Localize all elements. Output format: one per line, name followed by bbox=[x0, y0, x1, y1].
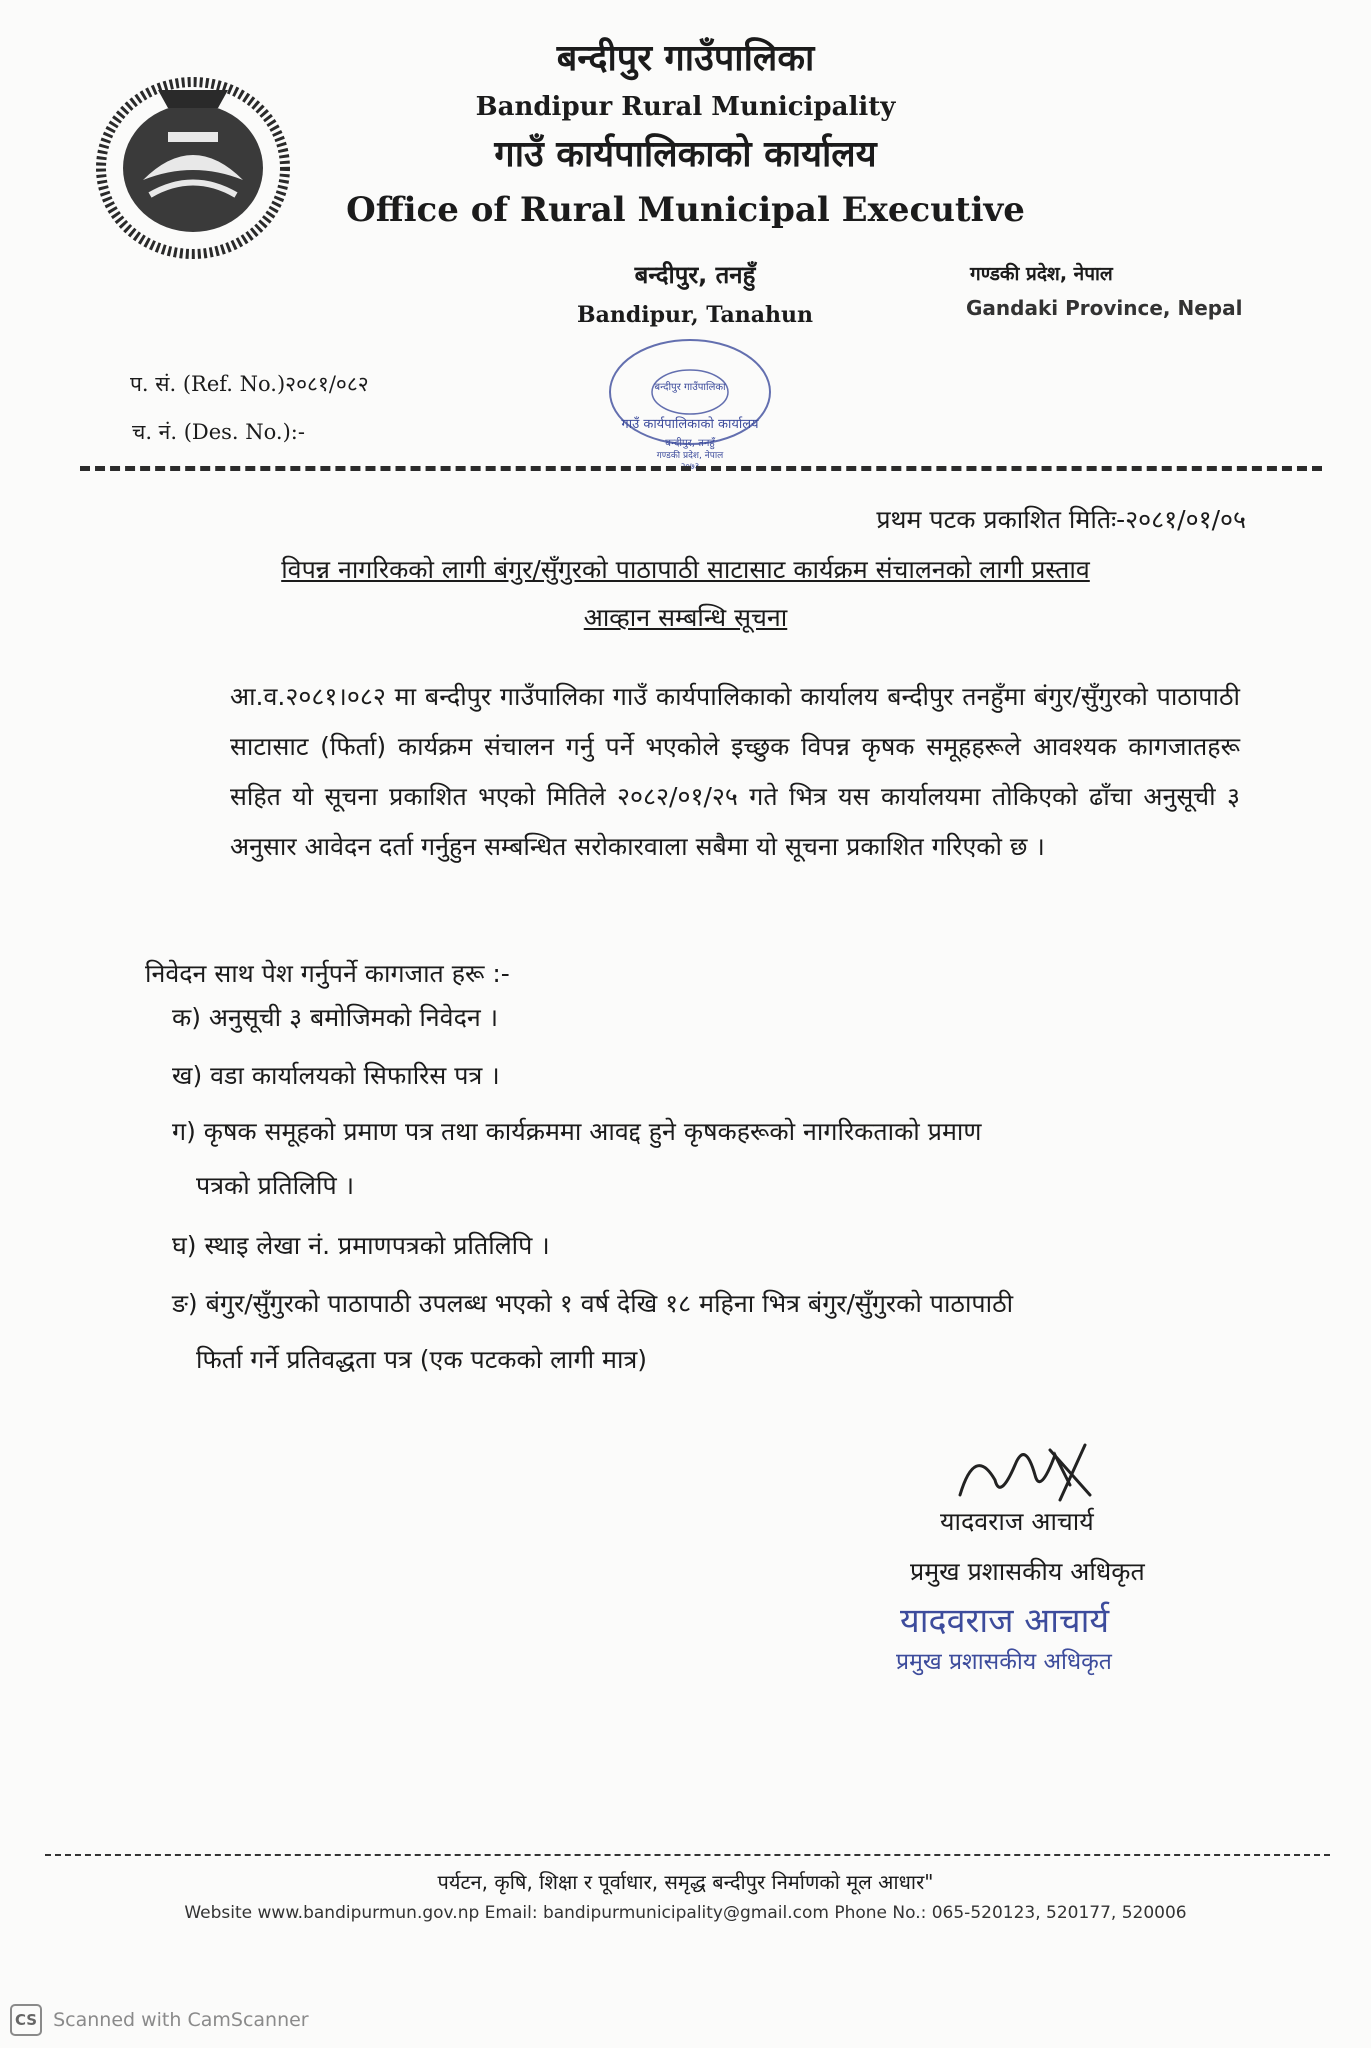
document-item-a: क) अनुसूची ३ बमोजिमको निवेदन । bbox=[172, 1003, 499, 1032]
province-english: Gandaki Province, Nepal bbox=[966, 296, 1243, 320]
municipality-name-nepali: बन्दीपुर गाउँपालिका bbox=[556, 37, 815, 79]
seal-ring-text: गाउँ कार्यपालिकाको कार्यालय bbox=[621, 417, 759, 432]
notice-body: आ.व.२०८१।०८२ मा बन्दीपुर गाउँपालिका गाउँ कार्यपालिकाको कार्यालय बन्दीपुर तनहुँमा बंगुर/सुँगुरको पाठापाठी साटासाट (फिर्ता) कार्यक्रम संचालन गर्नु पर्ने भएकोले इच्छुक विपन्न कृषक समूहहरूले आवश्यक कागजातहरू सहित यो सूचना प्रकाशित भएको मितिले २०८२/०१/२५ गते भित्र यस कार्यालयमा तोकिएको ढाँचा अनुसूची ३ अनुसार आवेदन दर्ता गर्नुहुन सम्बन्धित सरोकारवाला सबैमा यो सूचना प्रकाशित गरिएको छ । bbox=[230, 682, 1240, 861]
document-item-d: घ) स्थाइ लेखा नं. प्रमाणपत्रको प्रतिलिपि । bbox=[172, 1231, 550, 1260]
document-item-c-continued: पत्रको प्रतिलिपि । bbox=[196, 1171, 355, 1200]
published-date: प्रथम पटक प्रकाशित मितिः-२०८१/०१/०५ bbox=[876, 505, 1246, 534]
document-item-e-continued: फिर्ता गर्ने प्रतिवद्धता पत्र (एक पटकको लागी मात्र) bbox=[196, 1345, 648, 1374]
camscanner-text: Scanned with CamScanner bbox=[53, 2009, 309, 2031]
seal-province-text: गण्डकी प्रदेश, नेपाल bbox=[656, 451, 724, 461]
title-stamp: प्रमुख प्रशासकीय अधिकृत bbox=[896, 1649, 1112, 1675]
province-nepali: गण्डकी प्रदेश, नेपाल bbox=[970, 263, 1113, 285]
footer-motto: पर्यटन, कृषि, शिक्षा र पूर्वाधार, समृद्ध बन्दीपुर निर्माणको मूल आधार" bbox=[437, 1870, 934, 1894]
header-divider bbox=[80, 466, 1322, 471]
seal-bottom-text: बन्दीपुर, तनहुँ bbox=[665, 438, 715, 449]
notice-subject-line-2: आव्हान सम्बन्धि सूचना bbox=[583, 603, 788, 632]
notice-subject-line-1: विपन्न नागरिकको लागी बंगुर/सुँगुरको पाठापाठी साटासाट कार्यक्रम संचालनको लागी प्रस्ताव bbox=[281, 555, 1090, 584]
handwritten-signature bbox=[940, 1425, 1110, 1515]
signatory-title: प्रमुख प्रशासकीय अधिकृत bbox=[910, 1557, 1145, 1586]
reference-number: प. सं. (Ref. No.)२०८१/०८२ bbox=[130, 372, 369, 396]
footer-contact: Website www.bandipurmun.gov.np Email: bandipurmunicipality@gmail.com Phone No.: 065-520123, 520177, 520006 bbox=[184, 1903, 1187, 1923]
seal-top-text: बन्दीपुर गाउँपालिका bbox=[654, 382, 726, 393]
camscanner-logo-icon: CS bbox=[10, 2004, 42, 2036]
footer-divider bbox=[45, 1854, 1330, 1856]
address-nepali: बन्दीपुर, तनहुँ bbox=[634, 261, 756, 289]
signatory-name: यादवराज आचार्य bbox=[940, 1507, 1094, 1536]
dispatch-number: च. नं. (Des. No.):- bbox=[132, 420, 305, 444]
office-name-nepali: गाउँ कार्यपालिकाको कार्यालय bbox=[494, 133, 877, 175]
document-item-c: ग) कृषक समूहको प्रमाण पत्र तथा कार्यक्रममा आवद्द हुने कृषकहरूको नागरिकताको प्रमाण bbox=[172, 1117, 982, 1146]
name-stamp: यादवराज आचार्य bbox=[900, 1601, 1110, 1641]
municipality-name-english: Bandipur Rural Municipality bbox=[475, 92, 896, 122]
camscanner-watermark bbox=[10, 2004, 309, 2036]
address-english: Bandipur, Tanahun bbox=[576, 302, 814, 328]
seal-year: २०७३ bbox=[680, 462, 700, 470]
document-item-e: ङ) बंगुर/सुँगुरको पाठापाठी उपलब्ध भएको १ वर्ष देखि १८ महिना भित्र बंगुर/सुँगुरको पाठापाठी bbox=[172, 1289, 1014, 1318]
office-name-english: Office of Rural Municipal Executive bbox=[346, 190, 1025, 230]
document-item-b: ख) वडा कार्यालयको सिफारिस पत्र । bbox=[172, 1061, 500, 1090]
documents-heading: निवेदन साथ पेश गर्नुपर्ने कागजात हरू :- bbox=[145, 959, 510, 988]
office-seal bbox=[585, 330, 795, 470]
